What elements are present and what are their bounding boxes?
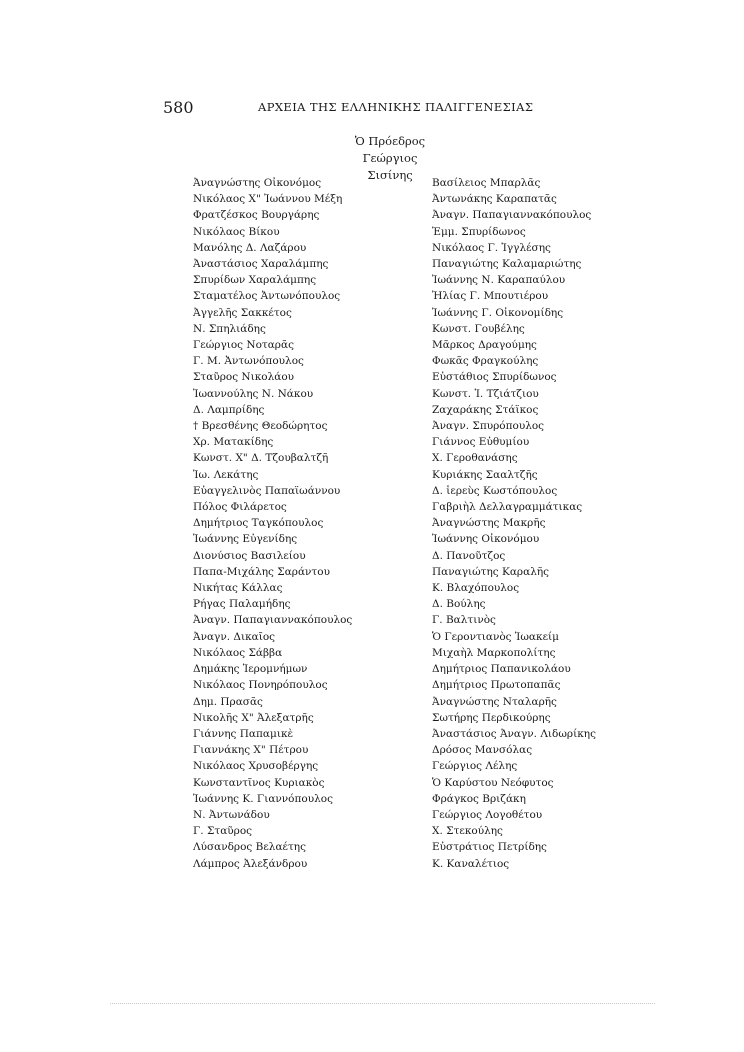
- signature-name: Παναγιώτης Καλαμαριώτης: [432, 258, 582, 271]
- signature-name: Χ. Στεκούλης: [432, 825, 503, 838]
- signature-name: Κ. Καναλέτιος: [432, 857, 510, 870]
- signature-name: Δ. Πανοῦτζος: [432, 549, 506, 562]
- signature-name: Νικόλαος Πονηρόπουλος: [193, 679, 328, 692]
- signature-name: Δ. ἱερεὺς Κωστόπουλος: [432, 484, 558, 497]
- signature-name: Φωκᾶς Φραγκούλης: [432, 355, 539, 368]
- signature-name: Δημήτριος Πρωτοπαπᾶς: [432, 679, 561, 692]
- signature-name: Ἀναγνώστης Μακρῆς: [432, 517, 546, 530]
- signature-name: Νικήτας Κάλλας: [193, 582, 283, 595]
- footer-dotted-rule: [110, 1003, 655, 1004]
- signature-name: Εὐστράτιος Πετρίδης: [432, 841, 547, 854]
- signature-name: Φρατζέσκος Βουργάρης: [193, 209, 320, 222]
- signature-name: Μᾶρκος Δραγούμης: [432, 339, 537, 352]
- signature-name: Μιχαὴλ Μαρκοπολίτης: [432, 646, 556, 659]
- signature-name: Ὁ Καρύστου Νεόφυτος: [432, 776, 554, 789]
- signature-name: Εὐστάθιος Σπυρίδωνος: [432, 371, 557, 384]
- signature-name: Γιάννης Παπαμικὲ: [193, 727, 294, 740]
- signature-name: Χ. Γεροθανάσης: [432, 452, 518, 465]
- signature-name: Γ. Σταῦρος: [193, 825, 253, 838]
- signature-name: Βασίλειος Μπαρλᾶς: [432, 177, 541, 189]
- signature-name: Δ. Λαμπρίδης: [193, 403, 265, 416]
- signature-name: Ν. Σπηλιάδης: [193, 322, 266, 335]
- signature-name: Ἰωάννης Οἰκονόμου: [432, 533, 540, 546]
- signature-name: † Βρεσθένης Θεοδώρητος: [193, 420, 328, 433]
- signature-name: Σωτήρης Περδικούρης: [432, 711, 551, 724]
- signature-name: Ἀναγν. Παπαγιαννακόπουλος: [193, 614, 353, 627]
- signature-name: Ἀναγν. Παπαγιαννακόπουλος: [432, 209, 592, 222]
- signature-name: Ἰωάννης Ν. Καραπαύλου: [432, 274, 566, 287]
- signature-name: Ἰωάννης Κ. Γιαννόπουλος: [193, 792, 333, 805]
- signature-name: Σταματέλος Ἀντωνόπουλος: [193, 290, 341, 303]
- signature-name: Κωνστ. Χ" Δ. Τζουβαλτζῆ: [193, 452, 329, 465]
- signature-name: Ἀγγελῆς Σακκέτος: [193, 306, 292, 319]
- signature-name: Κωνστ. Ἰ. Τζιάτζιου: [432, 387, 539, 400]
- signature-name: Γεώργιος Λογοθέτου: [432, 808, 543, 821]
- signature-name: Ἰωάννης Εὐγενίδης: [193, 533, 298, 546]
- signature-name: Κυριάκης Σααλτζῆς: [432, 468, 538, 481]
- signature-name: Ἀναγνώστης Νταλαρῆς: [432, 695, 557, 708]
- signature-name: Γεώργιος Νοταρᾶς: [193, 339, 294, 352]
- signature-name: Δημάκης Ἱερομνήμων: [193, 663, 308, 676]
- president-name: Γεώργιος Σισίνης: [362, 151, 418, 182]
- signature-name: Κωνσταντῖνος Κυριακὸς: [193, 776, 325, 789]
- signature-name: Παναγιώτης Καραλῆς: [432, 565, 550, 578]
- president-block: [340, 133, 440, 184]
- signature-name: Εὐαγγελινὸς Παπαϊωάννου: [193, 484, 341, 497]
- signature-name: Ἀναγν. Δικαῖος: [193, 630, 276, 643]
- signature-name: Κωνστ. Γουβέλης: [432, 322, 525, 335]
- signature-name: Παπα-Μιχάλης Σαράντου: [193, 565, 330, 578]
- signature-name: Νικόλαος Βίκου: [193, 225, 280, 238]
- signature-name: Σπυρίδων Χαραλάμπης: [193, 274, 317, 287]
- signature-name: Σταῦρος Νικολάου: [193, 371, 295, 384]
- signature-name: Ζαχαράκης Στάϊκος: [432, 403, 539, 416]
- signature-name: Δ. Βούλης: [432, 598, 486, 611]
- signature-name: Διονύσιος Βασιλείου: [193, 549, 306, 562]
- signature-name: Γιάννος Εὐθυμίου: [432, 436, 530, 449]
- signature-name: Λύσανδρος Βελαέτης: [193, 841, 306, 854]
- signature-name: Λάμπρος Ἀλεξάνδρου: [193, 857, 308, 870]
- signature-name: Ἀναστάσιος Ἀναγν. Λιδωρίκης: [432, 727, 596, 740]
- signature-name: Δρόσος Μανσόλας: [432, 744, 533, 757]
- signature-name: Ρήγας Παλαμήδης: [193, 598, 291, 611]
- signature-name: Νικολῆς Χ" Ἀλεξατρῆς: [193, 711, 314, 724]
- president-title: Ὁ Πρόεδρος: [354, 134, 426, 148]
- signature-name: Ἀναστάσιος Χαραλάμπης: [193, 258, 329, 271]
- signature-name: Χρ. Ματακίδης: [193, 436, 274, 449]
- signature-name: Κ. Βλαχόπουλος: [432, 582, 520, 595]
- signature-list-left: [193, 175, 352, 872]
- signature-name: Ἐμμ. Σπυρίδωνος: [432, 225, 526, 238]
- signature-name: Ἀντωνάκης Καραπατᾶς: [432, 193, 557, 206]
- signature-name: Πόλος Φιλάρετος: [193, 501, 287, 514]
- signature-name: Νικόλαος Σάββα: [193, 646, 283, 659]
- signature-name: Ἀναγνώστης Οἰκονόμος: [193, 177, 322, 189]
- signature-name: Ἀναγν. Σπυρόπουλος: [432, 420, 545, 433]
- signature-name: Δημήτριος Παπανικολάου: [432, 663, 571, 676]
- signature-name: Γ. Βαλτινὸς: [432, 614, 496, 627]
- signature-name: Ὁ Γεροντιανὸς Ἰωακείμ: [432, 630, 559, 643]
- signature-name: Μανόλης Δ. Λαζάρου: [193, 241, 307, 254]
- signature-name: Ἰωάννης Γ. Οἰκονομίδης: [432, 306, 564, 319]
- signature-name: Γ. Μ. Ἀντωνόπουλος: [193, 355, 304, 368]
- signature-name: Δημήτριος Ταγκόπουλος: [193, 517, 324, 530]
- signature-name: Νικόλαος Χ" Ἰωάννου Μέξη: [193, 193, 343, 206]
- signature-name: Γεώργιος Λέλης: [432, 760, 518, 773]
- signature-name: Δημ. Πρασᾶς: [193, 695, 263, 708]
- signature-name: Ἠλίας Γ. Μπουτιέρου: [432, 290, 549, 303]
- signature-name: Νικόλαος Χρυσοβέργης: [193, 760, 319, 773]
- signature-name: Γιαννάκης Χ" Πέτρου: [193, 744, 309, 757]
- signature-name: Γαβριὴλ Δελλαγραμμάτικας: [432, 501, 583, 514]
- signature-name: Ἰω. Λεκάτης: [193, 468, 259, 481]
- running-header: ΑΡΧΕΙΑ ΤΗΣ ΕΛΛΗΝΙΚΗΣ ΠΑΛΙΓΓΕΝΕΣΙΑΣ: [258, 100, 534, 114]
- signature-name: Ν. Ἀντωνάδου: [193, 808, 270, 821]
- signature-name: Νικόλαος Γ. Ἰγγλέσης: [432, 241, 551, 254]
- page-number: 580: [163, 98, 194, 117]
- signature-name: Ἰωαννούλης Ν. Νάκου: [193, 387, 314, 400]
- signature-list-right: [432, 175, 596, 872]
- signature-name: Φράγκος Βριζάκη: [432, 792, 526, 805]
